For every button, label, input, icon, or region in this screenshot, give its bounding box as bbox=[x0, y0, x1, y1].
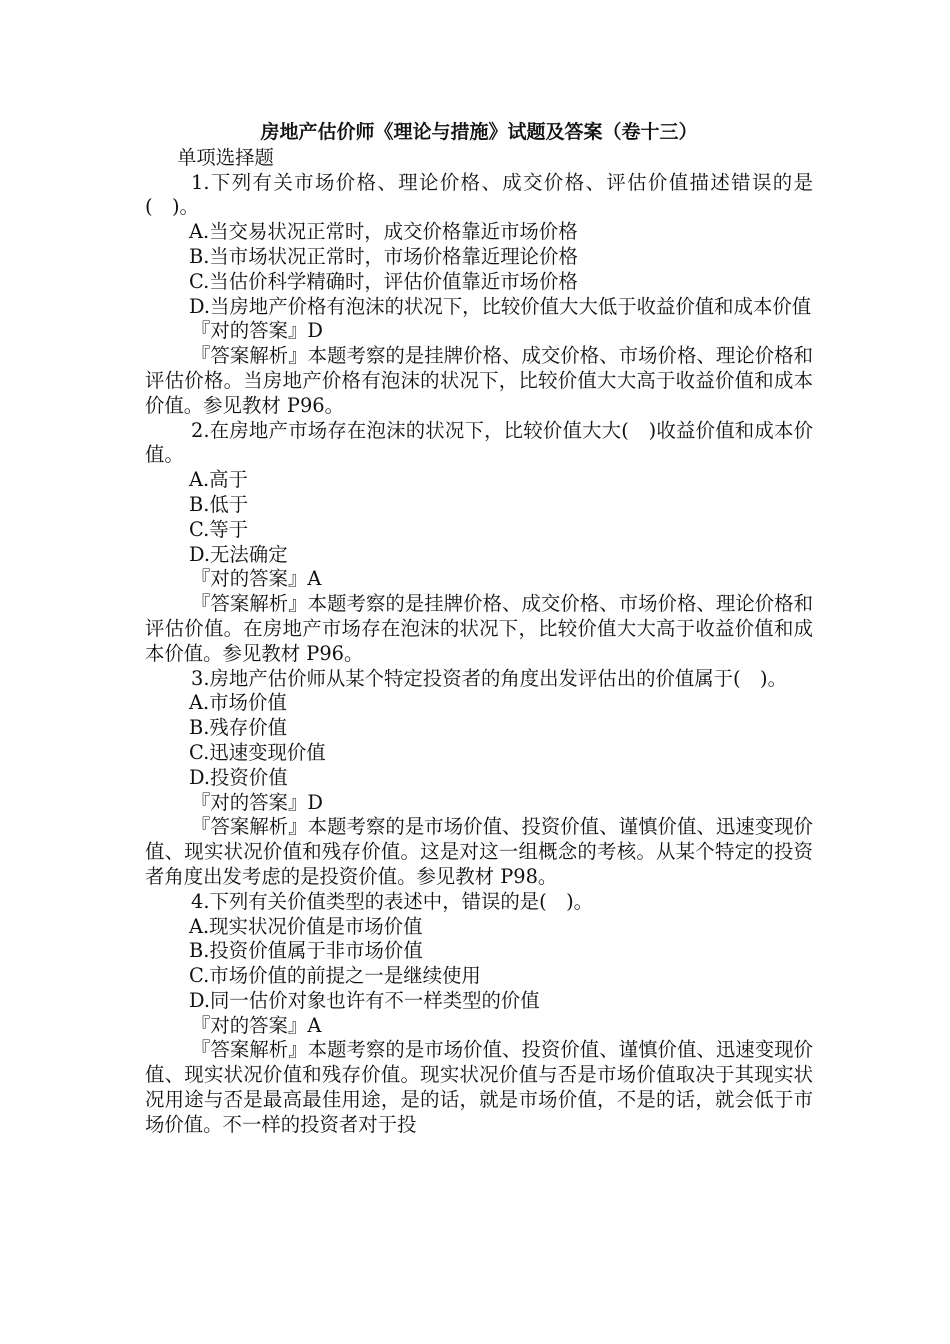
question-block bbox=[145, 890, 813, 1138]
answer-option: A.高于 bbox=[189, 468, 248, 492]
question-list bbox=[145, 171, 813, 1138]
correct-answer: 『对的答案』D bbox=[191, 319, 323, 343]
answer-option: C.市场价值的前提之一是继续使用 bbox=[189, 964, 481, 988]
answer-explanation: 『答案解析』本题考察的是挂牌价格、成交价格、市场价格、理论价格和评估价值。在房地产市场存在泡沫的状况下，比较价值大大高于收益价值和成本价值。参见教材 P96。 bbox=[145, 592, 813, 665]
section-heading: 单项选择题 bbox=[177, 145, 274, 169]
answer-explanation: 『答案解析』本题考察的是市场价值、投资价值、谨慎价值、迅速变现价值、现实状况价值和残存价值。现实状况价值与否是市场价值取决于其现实状况用途与否是最高最佳用途，是的话，就是市场价值，不是的话，就会低于市场价值。不一样的投资者对于投 bbox=[145, 1038, 813, 1136]
answer-option: D.当房地产价格有泡沫的状况下，比较价值大大低于收益价值和成本价值 bbox=[189, 294, 812, 318]
question-stem: 3.房地产估价师从某个特定投资者的角度出发评估出的价值属于( )。 bbox=[191, 666, 787, 690]
answer-option: C.迅速变现价值 bbox=[189, 740, 326, 764]
question-stem: 2.在房地产市场存在泡沫的状况下，比较价值大大( )收益价值和成本价值。 bbox=[145, 418, 813, 467]
answer-option: D.投资价值 bbox=[189, 765, 288, 789]
question-block bbox=[145, 667, 813, 890]
question-stem: 4.下列有关价值类型的表述中，错误的是( )。 bbox=[191, 889, 594, 913]
answer-option: B.当市场状况正常时，市场价格靠近理论价格 bbox=[189, 244, 578, 268]
answer-option: B.低于 bbox=[189, 492, 249, 516]
question-block bbox=[145, 419, 813, 667]
answer-option: B.投资价值属于非市场价值 bbox=[189, 939, 423, 963]
answer-option: A.当交易状况正常时，成交价格靠近市场价格 bbox=[189, 220, 578, 244]
correct-answer: 『对的答案』D bbox=[191, 790, 323, 814]
answer-option: C.等于 bbox=[189, 517, 249, 541]
answer-option: A.市场价值 bbox=[189, 691, 287, 715]
document-page bbox=[145, 120, 813, 1138]
question-stem: 1.下列有关市场价格、理论价格、成交价格、评估价值描述错误的是( )。 bbox=[145, 170, 813, 219]
question-block bbox=[145, 171, 813, 419]
answer-explanation: 『答案解析』本题考察的是挂牌价格、成交价格、市场价格、理论价格和评估价格。当房地产价格有泡沫的状况下，比较价值大大高于收益价值和成本价值。参见教材 P96。 bbox=[145, 344, 813, 417]
answer-option: A.现实状况价值是市场价值 bbox=[189, 914, 423, 938]
answer-option: D.同一估价对象也许有不一样类型的价值 bbox=[189, 988, 540, 1012]
answer-explanation: 『答案解析』本题考察的是市场价值、投资价值、谨慎价值、迅速变现价值、现实状况价值和残存价值。这是对这一组概念的考核。从某个特定的投资者角度出发考虑的是投资价值。参见教材 P98。 bbox=[145, 815, 813, 888]
answer-option: B.残存价值 bbox=[189, 716, 287, 740]
document-title: 房地产估价师《理论与措施》试题及答案（卷十三） bbox=[260, 121, 698, 143]
correct-answer: 『对的答案』A bbox=[191, 567, 322, 591]
answer-option: C.当估价科学精确时，评估价值靠近市场价格 bbox=[189, 269, 578, 293]
correct-answer: 『对的答案』A bbox=[191, 1013, 322, 1037]
answer-option: D.无法确定 bbox=[189, 542, 288, 566]
